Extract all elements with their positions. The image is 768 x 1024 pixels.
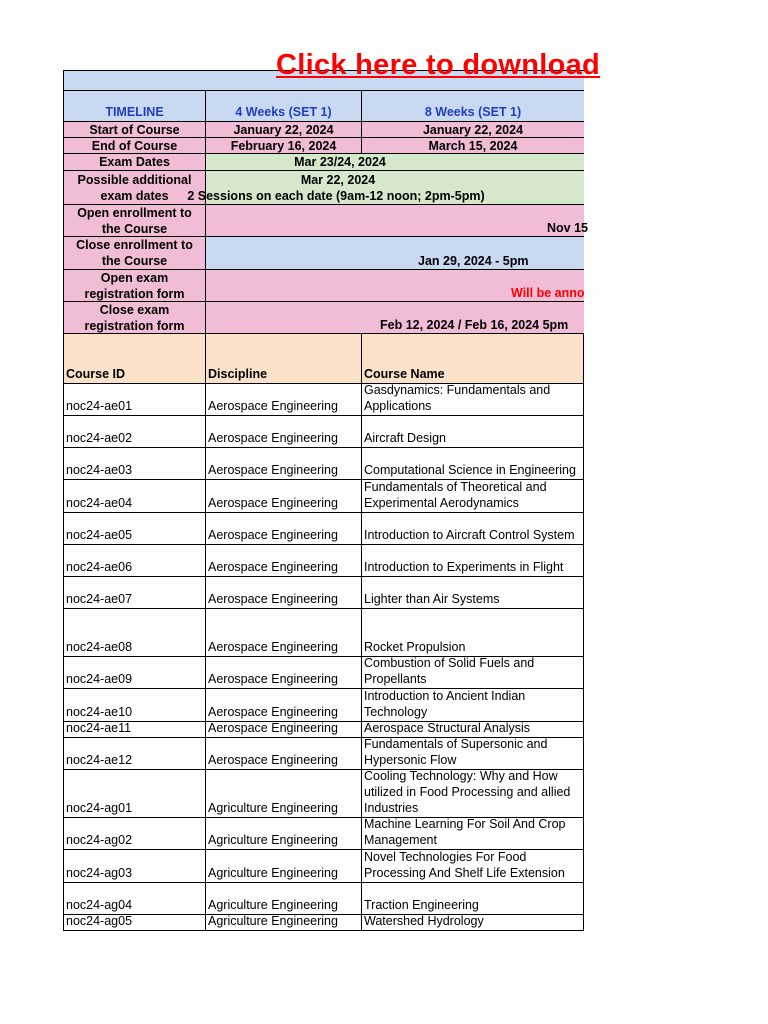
course-discipline: Aerospace Engineering <box>208 705 338 719</box>
course-name-cell <box>361 657 584 689</box>
additional-label-text: Possible additional exam dates <box>77 172 192 203</box>
column-header-discipline <box>205 334 361 384</box>
close-exam <box>205 302 584 334</box>
download-banner <box>63 49 601 91</box>
course-name: Machine Learning For Soil And Crop Management <box>364 817 566 847</box>
course-name: Cooling Technology: Why and How utilized in Food Processing and allied Industries <box>364 769 571 815</box>
course-id: noc24-ae04 <box>66 496 133 510</box>
course-discipline: Aerospace Engineering <box>208 640 338 654</box>
additional-sessions: 2 Sessions on each date (9am-12 noon; 2pm-5pm) <box>187 188 485 203</box>
course-discipline-cell <box>205 416 361 448</box>
spreadsheet <box>63 49 601 932</box>
course-name-cell <box>361 883 584 915</box>
course-discipline-cell <box>205 545 361 577</box>
exam-dates <box>205 154 584 171</box>
course-discipline: Agriculture Engineering <box>208 833 338 847</box>
course-id: noc24-ae02 <box>66 431 133 445</box>
course-name-cell <box>361 770 584 818</box>
column-header-course-name-text: Course Name <box>364 367 445 381</box>
course-name-cell <box>361 915 584 931</box>
course-name-cell <box>361 689 584 722</box>
course-name: Fundamentals of Supersonic and Hypersonic Flow <box>364 737 548 767</box>
course-id: noc24-ae09 <box>66 672 133 686</box>
course-id: noc24-ae11 <box>66 721 132 735</box>
start-8weeks: January 22, 2024 <box>361 122 584 138</box>
course-discipline-cell <box>205 689 361 722</box>
course-name-cell <box>361 738 584 770</box>
course-discipline: Aerospace Engineering <box>208 463 338 477</box>
course-discipline: Agriculture Engineering <box>208 866 338 880</box>
course-id-cell <box>63 657 205 689</box>
course-id-cell <box>63 915 205 931</box>
course-name: Combustion of Solid Fuels and Propellants <box>364 656 535 686</box>
course-id: noc24-ae03 <box>66 463 133 477</box>
course-name: Aircraft Design <box>364 431 446 445</box>
open-exam-value: Will be anno <box>511 286 585 300</box>
course-id-cell <box>63 609 205 657</box>
course-id-cell <box>63 545 205 577</box>
course-discipline: Agriculture Engineering <box>208 914 338 928</box>
course-discipline: Aerospace Engineering <box>208 721 338 735</box>
close-enroll-label <box>63 237 205 270</box>
course-id-cell <box>63 738 205 770</box>
end-label: End of Course <box>63 138 205 154</box>
column-header-course-name <box>361 334 584 384</box>
course-id-cell <box>63 384 205 416</box>
course-discipline-cell <box>205 883 361 915</box>
course-name: Watershed Hydrology <box>364 914 484 928</box>
course-discipline-cell <box>205 738 361 770</box>
column-header-course-id-text: Course ID <box>66 367 126 381</box>
course-discipline: Aerospace Engineering <box>208 560 338 574</box>
course-discipline-cell <box>205 770 361 818</box>
course-discipline-cell <box>205 513 361 545</box>
course-id-cell <box>63 770 205 818</box>
course-discipline: Aerospace Engineering <box>208 399 338 413</box>
close-exam-label-text: Close exam registration form <box>84 302 185 333</box>
course-name-cell <box>361 609 584 657</box>
additional-label <box>63 171 205 205</box>
timeline-col-4weeks: 4 Weeks (SET 1) <box>205 91 361 122</box>
download-link[interactable]: Click here to download <box>276 49 601 81</box>
close-exam-label <box>63 302 205 334</box>
end-8weeks: March 15, 2024 <box>361 138 584 154</box>
column-header-course-id <box>63 334 205 384</box>
course-discipline-cell <box>205 657 361 689</box>
course-name: Computational Science in Engineering <box>364 463 576 477</box>
course-name-cell <box>361 850 584 883</box>
course-id: noc24-ae06 <box>66 560 133 574</box>
open-enroll-label <box>63 205 205 237</box>
course-id: noc24-ae08 <box>66 640 133 654</box>
course-id-cell <box>63 513 205 545</box>
course-name: Introduction to Aircraft Control System <box>364 528 575 542</box>
open-enroll-value: Nov 15 <box>547 221 588 235</box>
timeline-col-8weeks: 8 Weeks (SET 1) <box>361 91 584 122</box>
course-id: noc24-ag02 <box>66 833 133 847</box>
course-name-cell <box>361 416 584 448</box>
timeline-header: TIMELINE <box>63 91 205 122</box>
course-name: Introduction to Experiments in Flight <box>364 560 564 574</box>
course-name: Fundamentals of Theoretical and Experimental Aerodynamics <box>364 480 547 510</box>
course-discipline-cell <box>205 722 361 738</box>
course-id: noc24-ae07 <box>66 592 133 606</box>
close-enroll <box>205 237 584 270</box>
course-name-cell <box>361 384 584 416</box>
course-id-cell <box>63 818 205 850</box>
course-id-cell <box>63 480 205 513</box>
course-id: noc24-ae01 <box>66 399 133 413</box>
course-discipline: Aerospace Engineering <box>208 431 338 445</box>
close-enroll-value: Jan 29, 2024 - 5pm <box>418 254 529 268</box>
course-discipline-cell <box>205 384 361 416</box>
course-discipline: Aerospace Engineering <box>208 528 338 542</box>
course-discipline: Aerospace Engineering <box>208 496 338 510</box>
course-id: noc24-ag03 <box>66 866 133 880</box>
course-discipline: Aerospace Engineering <box>208 753 338 767</box>
course-id-cell <box>63 416 205 448</box>
course-name: Rocket Propulsion <box>364 640 466 654</box>
course-id: noc24-ae12 <box>66 753 133 767</box>
course-discipline-cell <box>205 577 361 609</box>
course-name: Gasdynamics: Fundamentals and Applications <box>364 383 551 413</box>
course-name-cell <box>361 513 584 545</box>
course-id-cell <box>63 448 205 480</box>
open-enroll-label-text: Open enrollment to the Course <box>77 205 192 236</box>
course-discipline-cell <box>205 818 361 850</box>
close-enroll-label-text: Close enrollment to the Course <box>76 238 193 268</box>
course-discipline-cell <box>205 850 361 883</box>
course-name-cell <box>361 448 584 480</box>
course-id: noc24-ae10 <box>66 705 133 719</box>
start-4weeks: January 22, 2024 <box>205 122 361 138</box>
course-name: Novel Technologies For Food Processing And Shelf Life Extension <box>364 850 565 880</box>
open-exam-label-text: Open exam registration form <box>84 270 185 301</box>
open-enroll <box>205 205 588 237</box>
course-discipline: Aerospace Engineering <box>208 592 338 606</box>
course-discipline-cell <box>205 448 361 480</box>
course-discipline-cell <box>205 609 361 657</box>
course-id-cell <box>63 883 205 915</box>
course-name: Lighter than Air Systems <box>364 592 500 606</box>
additional-date-value: Mar 22, 2024 <box>300 172 376 187</box>
column-header-discipline-text: Discipline <box>208 367 268 381</box>
course-discipline: Agriculture Engineering <box>208 898 338 912</box>
course-name: Traction Engineering <box>364 898 479 912</box>
course-discipline: Aerospace Engineering <box>208 672 338 686</box>
course-name-cell <box>361 577 584 609</box>
course-name-cell <box>361 818 584 850</box>
open-exam <box>205 270 584 302</box>
close-exam-value: Feb 12, 2024 / Feb 16, 2024 5pm <box>380 318 569 332</box>
course-name-cell <box>361 545 584 577</box>
course-id-cell <box>63 577 205 609</box>
course-name: Aerospace Structural Analysis <box>364 721 531 735</box>
start-label: Start of Course <box>63 122 205 138</box>
course-id-cell <box>63 689 205 722</box>
course-id: noc24-ag01 <box>66 801 133 815</box>
end-4weeks: February 16, 2024 <box>205 138 361 154</box>
open-exam-label <box>63 270 205 302</box>
course-id: noc24-ag04 <box>66 898 133 912</box>
course-name: Introduction to Ancient Indian Technology <box>364 689 526 719</box>
exam-label: Exam Dates <box>63 154 205 171</box>
course-discipline-cell <box>205 480 361 513</box>
additional-dates <box>187 171 584 205</box>
course-id-cell <box>63 722 205 738</box>
course-id-cell <box>63 850 205 883</box>
course-discipline: Agriculture Engineering <box>208 801 338 815</box>
exam-dates-value: Mar 23/24, 2024 <box>294 155 386 169</box>
course-id: noc24-ag05 <box>66 914 133 928</box>
course-id: noc24-ae05 <box>66 528 133 542</box>
course-name-cell <box>361 480 584 513</box>
course-discipline-cell <box>205 915 361 931</box>
